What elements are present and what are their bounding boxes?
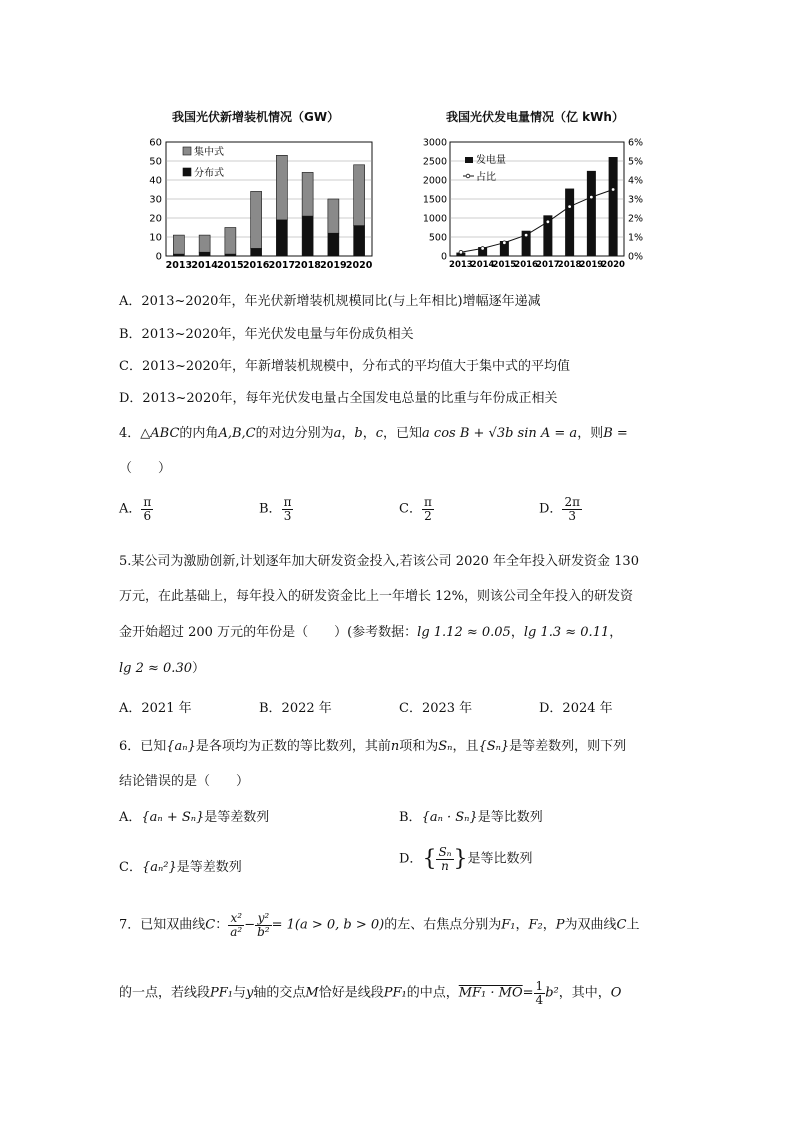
- q6-an: {aₙ}: [166, 739, 196, 754]
- y-left-tick-label: 3000: [422, 137, 447, 149]
- x-tick-label: 2017: [268, 260, 296, 271]
- q3-option-d: D．2013~2020年，每年光伏发电量占全国发电总量的比重与年份成正相关: [119, 391, 558, 406]
- q5-option-d: D．2024 年: [539, 701, 613, 716]
- q6-option-expr: {aₙ²}: [141, 860, 177, 875]
- q5-option-c: C．2023 年: [399, 701, 473, 716]
- q6-option-label: A．: [119, 810, 142, 825]
- x-tick-label: 2018: [294, 260, 321, 271]
- chart2-title: 我国光伏发电量情况（亿 kWh）: [446, 110, 624, 124]
- x-tick-label: 2019: [320, 260, 347, 271]
- bar-分布式: [199, 252, 210, 256]
- bar-集中式: [251, 191, 262, 248]
- q4-B: B: [603, 426, 613, 441]
- q5-comma1: ，: [510, 625, 524, 640]
- q7-colon: ：: [215, 917, 229, 933]
- line-point: [524, 233, 528, 237]
- bar-分布式: [276, 220, 287, 256]
- q7-stem: [119, 912, 640, 938]
- y-right-tick-label: 0%: [628, 251, 644, 263]
- legend-label: 占比: [476, 172, 496, 183]
- bar-集中式: [354, 165, 365, 226]
- q7-eq: =: [522, 985, 534, 1001]
- q7-l2c: 轴的交点: [253, 985, 306, 1001]
- q5-ref2: lg 1.3 ≈ 0.11: [523, 625, 610, 640]
- y-tick-label: 0: [155, 251, 162, 263]
- q4-sb: b: [354, 426, 363, 441]
- q6-option-d: D．{ $\frac{\text{Sₙ}}{n}$ }是等比数列: [399, 845, 533, 873]
- y-left-tick-label: 2000: [422, 175, 447, 187]
- bar-集中式: [328, 199, 339, 233]
- q6-option-tail: 是等差数列: [176, 860, 242, 875]
- q6-option-tail: 是等比数列: [467, 851, 533, 867]
- y-right-tick-label: 2%: [628, 213, 644, 225]
- legend-swatch: [183, 168, 191, 176]
- frac-den: 3: [283, 508, 292, 523]
- q6-t4: ，且: [452, 739, 479, 754]
- x-tick-label: 2014: [191, 260, 218, 271]
- q5-close: ）: [192, 661, 206, 676]
- q6-option-label: C．: [119, 860, 142, 875]
- q3-option-b: B．2013~2020年，年光伏发电量与年份成负相关: [119, 327, 414, 342]
- q4-sep2: ，: [362, 426, 376, 441]
- y-tick-label: 10: [149, 232, 162, 244]
- q7-sep: ，: [515, 917, 529, 933]
- x-tick-label: 2016: [242, 260, 270, 271]
- chart1: [136, 130, 386, 275]
- q4-prefix: 4．△: [119, 426, 151, 441]
- y-tick-label: 30: [149, 194, 162, 206]
- frac-num: π: [423, 495, 432, 509]
- y-left-tick-label: 2500: [422, 156, 447, 168]
- x-tick-label: 2018: [557, 260, 582, 270]
- q4-option-b: [259, 496, 293, 522]
- q4-option-d: [539, 496, 582, 522]
- frac-num: 1: [535, 979, 544, 993]
- y-tick-label: 60: [149, 137, 162, 149]
- q7-minus: −: [244, 917, 256, 933]
- q7-F1: F₁: [501, 917, 516, 933]
- x-tick-label: 2014: [470, 260, 495, 270]
- y-left-tick-label: 0: [440, 251, 447, 263]
- q7-l2e: 的中点，: [406, 985, 459, 1001]
- legend-label: 分布式: [194, 168, 224, 179]
- q7-t5: 上: [626, 917, 640, 933]
- q7-line2: [119, 980, 621, 1006]
- frac-den: 6: [143, 508, 152, 523]
- q6-option-tail: 是等比数列: [477, 810, 543, 825]
- frac-num: Sₙ: [438, 845, 452, 859]
- q7-PF1b: PF₁: [383, 985, 407, 1001]
- q7-l2f: ，其中，: [558, 985, 611, 1001]
- q6-option-tail: 是等差数列: [204, 810, 270, 825]
- frac-den: 4: [535, 992, 544, 1007]
- y-tick-label: 40: [149, 175, 162, 187]
- x-tick-label: 2013: [165, 260, 193, 271]
- y-right-tick-label: 5%: [628, 156, 644, 168]
- line-point: [503, 241, 507, 245]
- q6-t1: 6．已知: [119, 739, 167, 754]
- frac-den: n: [441, 858, 449, 873]
- y-left-tick-label: 1500: [422, 194, 447, 206]
- frac-num: y²: [255, 912, 272, 926]
- legend-swatch: [465, 157, 473, 163]
- bar-分布式: [302, 216, 313, 256]
- q6-n: n: [390, 739, 400, 754]
- x-tick-label: 2020: [345, 260, 373, 271]
- q7-C2: C: [616, 917, 627, 933]
- y-right-tick-label: 6%: [628, 137, 644, 149]
- q4-angles: A,B,C: [218, 426, 256, 441]
- q4-paren: （ ）: [119, 461, 172, 476]
- q7-b2: b²: [545, 985, 559, 1001]
- frac-num: π: [283, 495, 292, 509]
- frac-num: x²: [228, 912, 244, 926]
- legend-swatch: [183, 147, 191, 155]
- q6-option-a: [119, 806, 269, 825]
- y-right-tick-label: 3%: [628, 194, 644, 206]
- bar-分布式: [354, 226, 365, 256]
- q5-line3: [119, 621, 622, 640]
- q5-ref1: lg 1.12 ≈ 0.05: [417, 625, 511, 640]
- bar-集中式: [276, 155, 287, 220]
- q7-t3: ，: [542, 917, 556, 933]
- q7-F2: F₂: [528, 917, 543, 933]
- q7-PF1: PF₁: [210, 985, 233, 1001]
- x-tick-label: 2015: [492, 260, 517, 270]
- q7-l2d: 恰好是线段: [318, 985, 384, 1001]
- y-left-tick-label: 1000: [422, 213, 447, 225]
- q4-option-label: B．: [259, 501, 282, 517]
- q4-option-label: C．: [399, 501, 422, 517]
- q4-option-a: [119, 496, 153, 522]
- x-tick-label: 2013: [449, 260, 473, 270]
- q5-line4: [119, 657, 205, 676]
- q4-formula: a cos B + √3b sin A = a: [422, 426, 578, 441]
- line-point: [568, 205, 572, 209]
- q3-option-c: C．2013~2020年，年新增装机规模中，分布式的平均值大于集中式的平均值: [119, 359, 571, 374]
- q6-option-b: [399, 806, 543, 825]
- q7-t4: 为双曲线: [564, 917, 617, 933]
- frac-den: b²: [257, 924, 270, 939]
- bar-分布式: [328, 233, 339, 256]
- q6-option-c: [119, 856, 242, 875]
- q5-comma2: ，: [609, 625, 623, 640]
- q6-line2: 结论错误的是（ ）: [119, 774, 250, 789]
- q6-option-label: D．: [399, 851, 423, 867]
- q6-option-expr: {aₙ · Sₙ}: [421, 810, 478, 825]
- q7-M: M: [305, 985, 319, 1001]
- line-point: [546, 220, 550, 224]
- frac-num: π: [143, 495, 152, 509]
- q4-abc: ABC: [150, 426, 180, 441]
- q4-sc: c: [375, 426, 384, 441]
- x-tick-label: 2015: [217, 260, 244, 271]
- x-tick-label: 2016: [514, 260, 538, 270]
- q7-y: y: [246, 985, 254, 1001]
- q7-cond: = 1(a > 0, b > 0): [271, 917, 385, 933]
- q4-option-label: A．: [119, 501, 142, 517]
- x-tick-label: 2017: [536, 260, 560, 270]
- frac-den: 2: [424, 508, 432, 523]
- q6-stem: [119, 735, 626, 754]
- q7-t1: 7．已知双曲线: [119, 917, 206, 933]
- q5-line1: 5.某公司为激励创新,计划逐年加大研发资金投入,若该公司 2020 年全年投入研发资金 130: [119, 554, 639, 569]
- frac-den: 3: [568, 508, 577, 523]
- bar-集中式: [302, 172, 313, 216]
- q4-t2: 的对边分别为: [255, 426, 334, 441]
- bar-发电量: [587, 171, 596, 256]
- q5-option-a: A．2021 年: [119, 701, 192, 716]
- line-point: [611, 188, 615, 192]
- frac-num: 2π: [564, 495, 580, 509]
- q7-vec: MF₁ · MO: [458, 985, 523, 1001]
- q4-t1: 的内角: [179, 426, 219, 441]
- q4-t4: ，则: [577, 426, 604, 441]
- q4-t3: ，已知: [383, 426, 423, 441]
- x-tick-label: 2020: [601, 260, 625, 270]
- q7-t2: 的左、右焦点分别为: [384, 917, 502, 933]
- y-left-tick-label: 500: [428, 232, 447, 244]
- chart2: [410, 130, 670, 275]
- legend-marker: [466, 174, 470, 178]
- x-tick-label: 2019: [579, 260, 604, 270]
- q6-option-expr: {aₙ + Sₙ}: [141, 810, 205, 825]
- line-point: [590, 195, 594, 199]
- bar-发电量: [609, 157, 618, 256]
- q7-l2b: 与: [233, 985, 247, 1001]
- bar-发电量: [565, 189, 574, 256]
- legend-label: 发电量: [476, 155, 506, 166]
- y-right-tick-label: 4%: [628, 175, 644, 187]
- bar-集中式: [173, 235, 184, 254]
- q7-C: C: [205, 917, 216, 933]
- q6-t2: 是各项均为正数的等比数列，其前: [195, 739, 391, 754]
- q7-P: P: [555, 917, 565, 933]
- q3-option-a: A．2013~2020年，年光伏新增装机规模同比(与上年相比)增幅逐年递减: [119, 294, 541, 309]
- legend-label: 集中式: [194, 147, 224, 158]
- q4-sa: a: [333, 426, 342, 441]
- q4-eq: =: [616, 426, 628, 441]
- y-tick-label: 20: [149, 213, 162, 225]
- q6-t5: 是等差数列，则下列: [509, 739, 627, 754]
- y-tick-label: 50: [149, 156, 162, 168]
- q6-SnSet: {Sₙ}: [478, 739, 510, 754]
- q5-line3-text: 金开始超过 200 万元的年份是（ ）(参考数据：: [119, 625, 418, 640]
- chart1-title: 我国光伏新增装机情况（GW）: [172, 110, 340, 124]
- q5-ref3: lg 2 ≈ 0.30: [119, 661, 192, 676]
- y-right-tick-label: 1%: [628, 232, 644, 244]
- q6-t3: 项和为: [399, 739, 439, 754]
- q5-option-b: B．2022 年: [259, 701, 332, 716]
- q4-option-c: [399, 496, 434, 522]
- q4-sep1: ，: [341, 426, 355, 441]
- q4-stem: [119, 422, 628, 441]
- bar-集中式: [199, 235, 210, 252]
- q7-l2a: 的一点，若线段: [119, 985, 211, 1001]
- line-point: [459, 250, 463, 254]
- frac-den: a²: [230, 924, 243, 939]
- q5-line2: 万元，在此基础上，每年投入的研发资金比上一年增长 12%，则该公司全年投入的研发资: [119, 589, 634, 604]
- q4-option-label: D．: [539, 501, 563, 517]
- q6-option-label: B．: [399, 810, 422, 825]
- line-point: [481, 247, 485, 251]
- q6-Sn: Sₙ: [438, 739, 453, 754]
- bar-分布式: [251, 248, 262, 256]
- bar-集中式: [225, 228, 236, 255]
- q7-O: O: [610, 985, 622, 1001]
